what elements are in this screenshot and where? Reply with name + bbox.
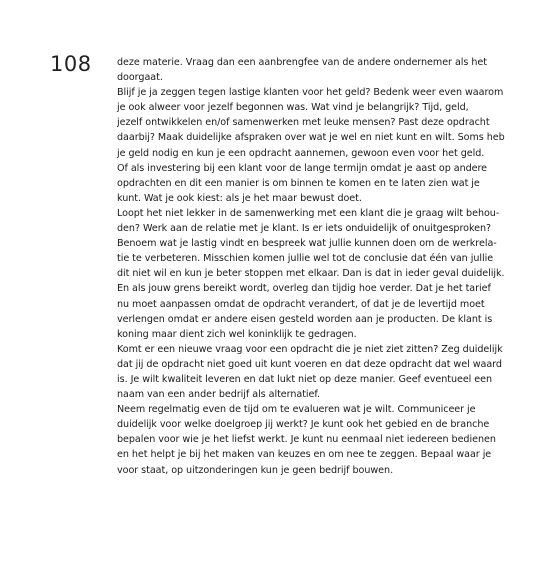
text-line: Blijf je ja zeggen tegen lastige klanten voor het geld? Bedenk weer even waarom xyxy=(117,87,504,99)
text-line: Neem regelmatig even de tijd om te evalueren wat je wilt. Communiceer je xyxy=(117,404,476,416)
text-line: daarbij? Maak duidelijke afspraken over wat je wel en niet kunt en wilt. Soms heb xyxy=(117,132,505,144)
text-line: voor staat, op uitzonderingen kun je geen bedrijf bouwen. xyxy=(117,464,394,476)
text-line: nu moet aanpassen omdat de opdracht verandert, of dat je de levertijd moet xyxy=(117,298,485,310)
text-line: Of als investering bij een klant voor de lange termijn omdat je aast op andere xyxy=(117,162,488,174)
text-line: je geld nodig en kun je een opdracht aannemen, gewoon even voor het geld. xyxy=(117,147,485,159)
text-line: en het helpt je bij het maken van keuzes en om nee te zeggen. Bepaal waar je xyxy=(117,449,492,461)
text-line: koning maar dient zich wel koninklijk te gedragen. xyxy=(117,328,357,340)
text-line: verlengen omdat er andere eisen gesteld worden aan je producten. De klant is xyxy=(117,313,493,325)
text-line: duidelijk voor welke doelgroep jij werkt? Je kunt ook het gebied en de branche xyxy=(117,419,490,431)
text-line: is. Je wilt kwaliteit leveren en dat lukt niet op deze manier. Geef eventueel een xyxy=(117,373,493,385)
body-text xyxy=(117,55,517,478)
text-line: bepalen voor wie je het liefst werkt. Je kunt nu eenmaal niet iedereen bedienen xyxy=(117,434,496,446)
text-line: Benoem wat je lastig vindt en bespreek wat jullie kunnen doen om de werkrela- xyxy=(117,238,497,250)
text-line: deze materie. Vraag dan een aanbrengfee van de andere ondernemer als het xyxy=(117,57,487,68)
text-line: doorgaat. xyxy=(117,72,163,84)
text-line: kunt. Wat je ook kiest: als je het maar bewust doet. xyxy=(117,192,362,204)
text-line: Komt er een nieuwe vraag voor een opdracht die je niet ziet zitten? Zeg duidelijk xyxy=(117,343,503,355)
text-line: opdrachten en dit een manier is om binnen te komen en te laten zien wat je xyxy=(117,177,480,189)
text-line: Loopt het niet lekker in de samenwerking met een klant die je graag wilt behou- xyxy=(117,207,500,219)
text-line: je ook alweer voor jezelf begonnen was. Wat vind je belangrijk? Tijd, geld, xyxy=(117,102,469,114)
text-line: dit niet wil en kun je beter stoppen met elkaar. Dan is dat in ieder geval duidelijk. xyxy=(117,268,505,280)
text-line: tie te verbeteren. Misschien komen jullie wel tot de conclusie dat één van jullie xyxy=(117,253,494,265)
page-number: 108 xyxy=(50,52,92,76)
text-line: naam van een ander bedrijf als alternatief. xyxy=(117,389,321,401)
text-line: jezelf ontwikkelen en/of samenwerken met leuke mensen? Past deze opdracht xyxy=(117,117,490,129)
text-line: dat jij de opdracht niet goed uit kunt voeren en dat deze opdracht dat wel waard xyxy=(117,358,502,370)
text-line: den? Werk aan de relatie met je klant. Is er iets onduidelijk of onuitgesproken? xyxy=(117,223,492,235)
text-line: En als jouw grens bereikt wordt, overleg dan tijdig hoe verder. Dat je het tarief xyxy=(117,283,491,295)
